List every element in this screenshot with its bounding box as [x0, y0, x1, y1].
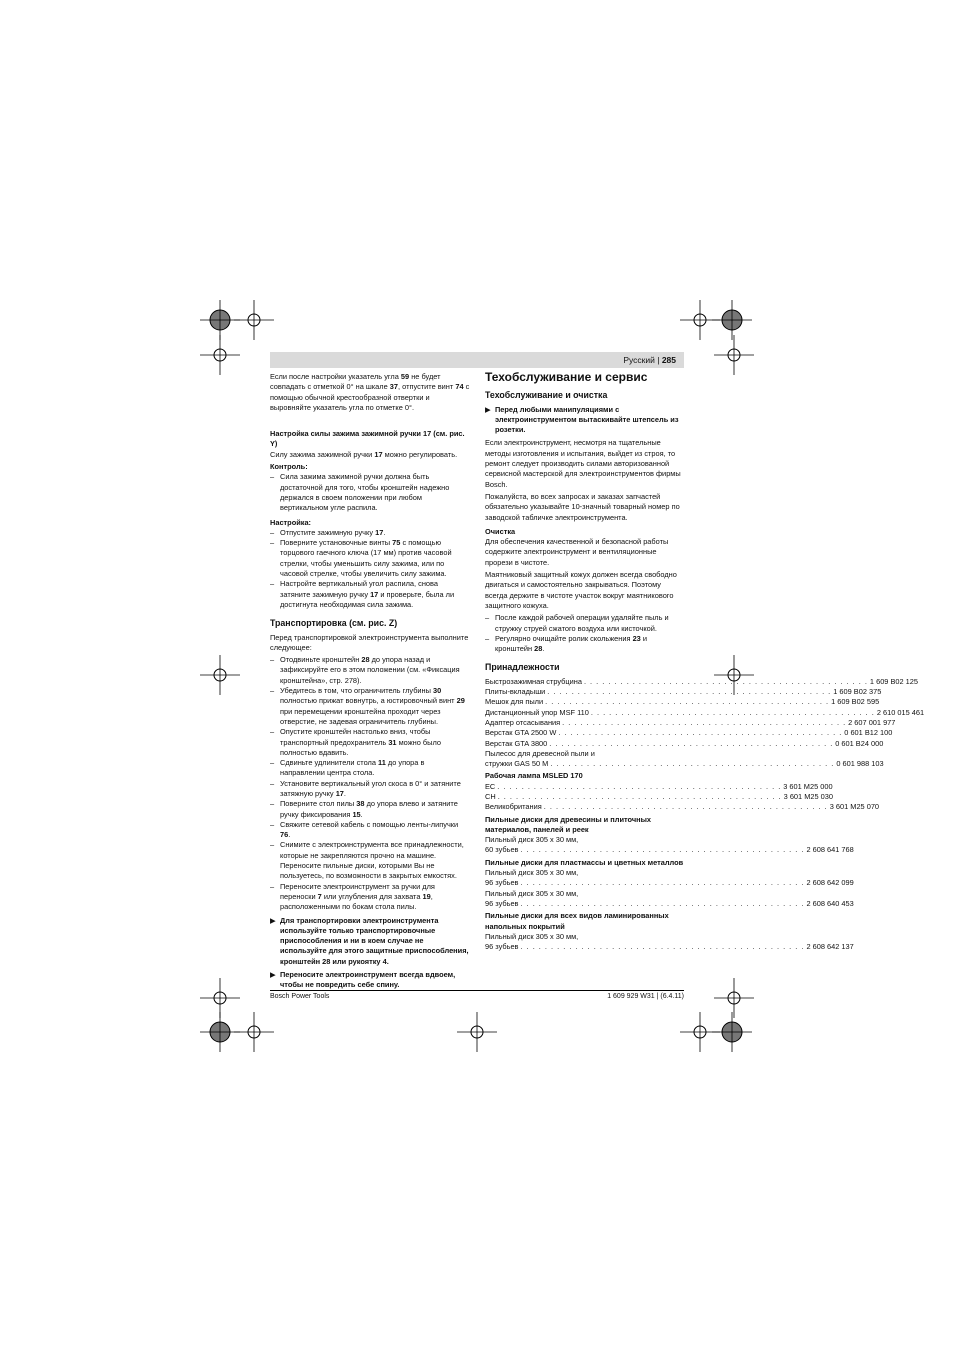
- setting-label: Настройка:: [270, 517, 312, 527]
- accessory-group-title: Рабочая лампа MSLED 170: [485, 771, 583, 781]
- list-item: [270, 758, 470, 779]
- bullet-triangle-icon: ▶: [270, 970, 276, 980]
- text-run: Если после настройки указатель угла: [270, 372, 401, 381]
- accessory-name: стружки GAS 50 M: [485, 759, 549, 769]
- bullet-triangle-icon: ▶: [270, 915, 276, 925]
- text-run: Поверните установочные винты: [280, 538, 393, 548]
- list-item: [270, 686, 470, 727]
- registration-mark-icon: [712, 300, 752, 340]
- registration-mark-icon: [457, 1012, 497, 1052]
- accessory-row: [485, 707, 925, 718]
- text-run: .: [343, 788, 346, 798]
- reference-number: 23: [632, 633, 641, 643]
- dot-leader: . . . . . . . . . . . . . . . . . . . . . . . . . . . . . . . . . . . . . . . . . . . . . . .: [543, 802, 828, 812]
- text-run: Отодвиньте кронштейн: [280, 655, 362, 665]
- list-item: [270, 579, 470, 610]
- text-run: с помощью торцового гаечного ключа (17 мм) против часовой стрелки, чтобы уменьшить силу зажима, или по часовой стрелке, чтобы увеличить силу зажима.: [280, 538, 452, 579]
- accessory-part-number: 2 608 642 099: [806, 878, 854, 888]
- text-run: можно было полностью вдавить.: [280, 737, 441, 757]
- dot-leader: . . . . . . . . . . . . . . . . . . . . . . . . . . . . . . . . . . . . . . . . . . . . . . .: [545, 697, 830, 707]
- accessory-name: Великобритания: [485, 802, 542, 812]
- setting-list: [270, 528, 470, 610]
- accessory-name: Дистанционный упор MSF 110: [485, 707, 589, 717]
- maintenance-paragraph-1: Если электроинструмент, несмотря на тщательные методы изготовления и испытания, выйдет из строя, то ремонт следует производить силами авторизованной сервисной мастерской для электроинструментов фирмы Bosch.: [485, 438, 681, 489]
- text-run: , отпустите винт: [398, 382, 456, 392]
- dot-leader: . . . . . . . . . . . . . . . . . . . . . . . . . . . . . . . . . . . . . . . . . . . . . . .: [520, 878, 805, 888]
- accessory-row: [485, 738, 884, 749]
- reference-number: 76: [280, 830, 289, 840]
- accessory-group-title: Пильные диски для древесины и плиточных материалов, панелей и реек: [485, 814, 652, 834]
- footer-divider: [270, 990, 684, 991]
- accessory-name: Мешок для пыли: [485, 697, 544, 707]
- text-run: не будет совпадать с отметкой 0° на шкале: [270, 372, 441, 392]
- footer-brand: Bosch Power Tools: [270, 993, 330, 1000]
- text-run: и кронштейн: [495, 633, 647, 654]
- text-run: Сдвиньте удлинители стола: [280, 758, 379, 768]
- text-run: .: [383, 527, 386, 537]
- reference-number: 28: [534, 644, 543, 654]
- accessory-name: 96 зубьев: [485, 898, 519, 908]
- list-item: [270, 727, 470, 758]
- cleaning-paragraph-1: Для обеспечения качественной и безопасной работы содержите электроинструмент и вентиляционные прорези в чистоте.: [485, 537, 669, 567]
- accessory-part-number: 2 608 642 137: [806, 942, 854, 952]
- dot-leader: . . . . . . . . . . . . . . . . . . . . . . . . . . . . . . . . . . . . . . . . . . . . . . .: [520, 845, 805, 855]
- text-run: Свяжите сетевой кабель с помощью ленты-липучки: [280, 819, 459, 829]
- registration-mark-icon: [234, 1012, 274, 1052]
- accessory-row: [485, 791, 833, 802]
- accessory-name: 96 зубьев: [485, 878, 519, 888]
- text-run: Регулярно очищайте ролик скольжения: [495, 633, 633, 643]
- accessory-row: [485, 676, 919, 687]
- accessory-part-number: 1 609 B02 595: [831, 697, 880, 707]
- maintenance-title: Техобслуживание и сервис: [485, 370, 648, 384]
- list-item: [270, 820, 470, 841]
- clamp-section-title: Настройка силы зажима зажимной ручки 17 (см. рис. Y): [270, 429, 465, 449]
- dot-leader: . . . . . . . . . . . . . . . . . . . . . . . . . . . . . . . . . . . . . . . . . . . . . . .: [497, 781, 782, 791]
- reference-number: 17: [335, 788, 344, 798]
- reference-number: 17: [370, 589, 379, 599]
- list-item: [270, 528, 470, 538]
- accessory-name: CH: [485, 791, 496, 801]
- accessory-row: [485, 728, 893, 738]
- dot-leader: . . . . . . . . . . . . . . . . . . . . . . . . . . . . . . . . . . . . . . . . . . . . . . .: [549, 738, 834, 748]
- accessory-part-number: 2 608 640 453: [806, 898, 854, 908]
- reference-number: 15: [352, 809, 361, 819]
- dot-leader: . . . . . . . . . . . . . . . . . . . . . . . . . . . . . . . . . . . . . . . . . . . . . . .: [547, 687, 832, 697]
- registration-mark-icon: [234, 300, 274, 340]
- accessory-part-number: 3 601 M25 000: [783, 781, 833, 791]
- warning-unplug: ▶ Перед любыми манипуляциями с электроинструментом вытаскивайте штепсель из розетки.: [485, 404, 679, 435]
- text-run: можно регулировать.: [382, 449, 458, 459]
- accessory-part-number: 0 601 B24 000: [835, 738, 884, 748]
- text-run: до упора назад и зафиксируйте его в этом положении (см. «Фиксация кронштейна», стр. 278).: [280, 655, 460, 685]
- accessory-row: [485, 697, 880, 707]
- text-run: Отпустите зажимную ручку: [280, 527, 376, 537]
- text-run: до упора в направлении центра стола.: [280, 758, 425, 778]
- list-item: [270, 538, 470, 579]
- reference-number: 31: [388, 737, 397, 747]
- accessory-row: [485, 717, 896, 728]
- text-run: Опустите кронштейн настолько вниз, чтобы транспортный предохранитель: [280, 727, 431, 747]
- cleaning-paragraph-2: Маятниковый защитный кожух должен всегда свободно двигаться и самостоятельно закрываться. Поэтому всегда держите в чистоте участок вокруг маятникового защитного кожуха.: [485, 570, 677, 610]
- accessory-part-number: 0 601 988 103: [836, 759, 884, 769]
- cleaning-label: Очистка: [485, 526, 516, 536]
- reference-number: 30: [433, 686, 442, 696]
- page-number: 285: [661, 355, 676, 365]
- accessory-name: 96 зубьев: [485, 942, 519, 952]
- text-run: Установите вертикальный угол скоса в 0° и затяните затяжную ручку: [280, 778, 461, 798]
- intro-paragraph: [270, 372, 470, 413]
- accessory-line: Пильный диск 305 x 30 мм,: [485, 931, 579, 941]
- dot-leader: . . . . . . . . . . . . . . . . . . . . . . . . . . . . . . . . . . . . . . . . . . . . . . .: [550, 759, 835, 769]
- reference-number: 7: [317, 891, 322, 901]
- text-run: Переносите электроинструмент за ручки для переноски: [280, 881, 435, 901]
- accessory-row: [485, 687, 882, 697]
- registration-mark-icon: [200, 655, 240, 695]
- accessory-name: Плиты-вкладыши: [485, 687, 546, 697]
- accessory-part-number: 0 601 B12 100: [844, 728, 893, 738]
- list-item: [270, 840, 470, 881]
- accessory-line: Пылесос для древесной пыли и: [485, 748, 595, 758]
- text-run: Настройте вертикальный угол распила, снова затяните зажимную ручку: [280, 579, 438, 599]
- reference-number: 38: [356, 799, 365, 809]
- accessory-group-title: Пильные диски для всех видов ламинированных напольных покрытий: [485, 911, 669, 931]
- accessory-name: EC: [485, 781, 496, 791]
- accessory-name: Быстрозажимная струбцина: [485, 676, 582, 686]
- text-run: Силу зажима зажимной ручки: [270, 449, 375, 459]
- maintenance-cleaning-title: Техобслуживание и очистка: [485, 390, 608, 401]
- dot-leader: . . . . . . . . . . . . . . . . . . . . . . . . . . . . . . . . . . . . . . . . . . . . . . .: [558, 728, 843, 738]
- text-run: или углубления для захвата: [321, 891, 423, 901]
- reference-number: 28: [361, 655, 370, 665]
- accessories-title: Принадлежности: [485, 662, 560, 673]
- header-text: Русский | 285: [623, 355, 676, 365]
- accessory-name: Верстак GTA 2500 W: [485, 728, 557, 738]
- accessory-line: Пильный диск 305 x 30 мм,: [485, 888, 579, 898]
- reference-number: 19: [422, 891, 431, 901]
- reference-number: 17: [374, 449, 383, 459]
- accessory-row: [485, 845, 854, 855]
- accessory-name: 60 зубьев: [485, 845, 519, 855]
- accessory-part-number: 1 609 B02 125: [869, 676, 919, 686]
- text-run: с помощью обычной крестообразной отвертки и выровняйте указатель угла по отметке 0°.: [270, 382, 470, 412]
- reference-number: 59: [400, 372, 410, 381]
- accessory-part-number: 1 609 B02 375: [833, 687, 882, 697]
- accessory-name: Адаптер отсасывания: [485, 717, 561, 727]
- accessory-group-title: Пильные диски для пластмассы и цветных металлов: [485, 857, 684, 867]
- accessory-name: Верстак GTA 3800: [485, 738, 548, 748]
- reference-number: 74: [455, 382, 464, 392]
- list-item: [270, 655, 470, 686]
- warning-transport: ▶ Для транспортировки электроинструмента используйте только транспортировочные приспособления и ни в коем случае не используйте для этого защитные приспособления, кронштейн 28 или рукоятку 4.: [270, 915, 469, 966]
- text-run: .: [542, 644, 545, 654]
- registration-mark-icon: [200, 335, 240, 375]
- maintenance-paragraph-2: Пожалуйста, во всех запросах и заказах запчастей обязательно указывайте 10-значный товарный номер по заводской табличке электроинструмента.: [485, 491, 680, 522]
- warning-carry: ▶ Переносите электроинструмент всегда вдвоем, чтобы не повредить себе спину.: [270, 970, 456, 990]
- reference-number: 17: [375, 527, 384, 537]
- transport-intro: Перед транспортировкой электроинструмента выполните следующее:: [270, 632, 469, 652]
- accessory-row: [485, 878, 854, 888]
- list-item: [270, 472, 470, 513]
- list-item: [485, 613, 685, 634]
- list-item: [485, 634, 685, 655]
- control-list: [270, 472, 470, 513]
- accessory-part-number: 3 601 M25 030: [783, 791, 833, 801]
- dot-leader: . . . . . . . . . . . . . . . . . . . . . . . . . . . . . . . . . . . . . . . . . . . . . . .: [583, 676, 868, 686]
- accessory-row: [485, 759, 884, 769]
- text-run: Убедитесь в том, что ограничитель глубины: [280, 686, 434, 696]
- text-run: Сила зажима зажимной ручки должна быть достаточной для того, чтобы кронштейн надежно держался в своем положении при любом вертикальном угле распила.: [280, 472, 450, 513]
- left-column: [270, 372, 470, 994]
- dot-leader: . . . . . . . . . . . . . . . . . . . . . . . . . . . . . . . . . . . . . . . . . . . . . . .: [497, 791, 782, 801]
- transport-section-title: Транспортировка (см. рис. Z): [270, 618, 398, 629]
- text-run: до упора влево и затяните ручку фиксирования: [280, 799, 458, 819]
- control-label: Контроль:: [270, 462, 308, 472]
- transport-list: [270, 655, 470, 912]
- header-language: Русский: [623, 355, 655, 365]
- text-run: полностью прижат вовнутрь, а юстировочный винт: [280, 696, 457, 706]
- text-run: и проверьте, была ли достигнута необходимая сила зажима.: [280, 589, 455, 609]
- bullet-triangle-icon: ▶: [485, 404, 491, 414]
- accessory-part-number: 2 608 641 768: [806, 845, 854, 855]
- reference-number: 75: [392, 538, 401, 548]
- dot-leader: . . . . . . . . . . . . . . . . . . . . . . . . . . . . . . . . . . . . . . . . . . . . . . .: [520, 942, 805, 952]
- list-item: [270, 779, 470, 800]
- text-run: .: [360, 809, 363, 819]
- reference-number: 29: [456, 696, 465, 706]
- list-item: [270, 799, 470, 820]
- accessory-line: Пильный диск 305 x 30 мм,: [485, 835, 579, 845]
- right-column: [485, 370, 925, 952]
- clamp-paragraph: [270, 450, 470, 460]
- accessory-line: Пильный диск 305 x 30 мм,: [485, 868, 579, 878]
- accessory-part-number: 3 601 M25 070: [829, 802, 880, 812]
- accessories-list: [485, 676, 925, 953]
- text-run: при перемещении кронштейна проходит через отверстие, не задевая ограничитель глубины.: [280, 706, 441, 726]
- text-run: .: [288, 830, 291, 840]
- text-run: Поверните стол пилы: [280, 799, 357, 809]
- registration-mark-icon: [712, 1012, 752, 1052]
- text-run: , расположенными по бокам стола пилы.: [280, 891, 433, 912]
- registration-mark-icon: [714, 335, 754, 375]
- page-header: [270, 352, 684, 368]
- list-item: [270, 882, 470, 913]
- footer-doc-number: 1 609 929 W31 | (6.4.11): [607, 993, 684, 1000]
- text-run: Снимите с электроинструмента все принадлежности, которые не закрепляются прочно на машине. Переносите пильные диски, которыми Вы не пользуетесь, по возможности в закрытых емкостях.: [280, 840, 464, 881]
- dot-leader: . . . . . . . . . . . . . . . . . . . . . . . . . . . . . . . . . . . . . . . . . . . . . . .: [562, 717, 847, 727]
- dot-leader: . . . . . . . . . . . . . . . . . . . . . . . . . . . . . . . . . . . . . . . . . . . . . . .: [590, 707, 875, 717]
- accessory-part-number: 2 607 001 977: [848, 717, 896, 727]
- text-run: После каждой рабочей операции удаляйте пыль и стружку струей сжатого воздуха или кисточкой.: [495, 613, 669, 633]
- accessory-row: [485, 898, 854, 909]
- reference-number: 37: [389, 382, 399, 392]
- accessory-row: [485, 942, 854, 952]
- reference-number: 11: [378, 758, 386, 768]
- accessory-part-number: 2 610 015 461: [876, 707, 925, 717]
- accessory-row: [485, 781, 833, 792]
- dot-leader: . . . . . . . . . . . . . . . . . . . . . . . . . . . . . . . . . . . . . . . . . . . . . . .: [520, 898, 805, 908]
- accessory-row: [485, 802, 880, 812]
- cleaning-list: [485, 613, 685, 654]
